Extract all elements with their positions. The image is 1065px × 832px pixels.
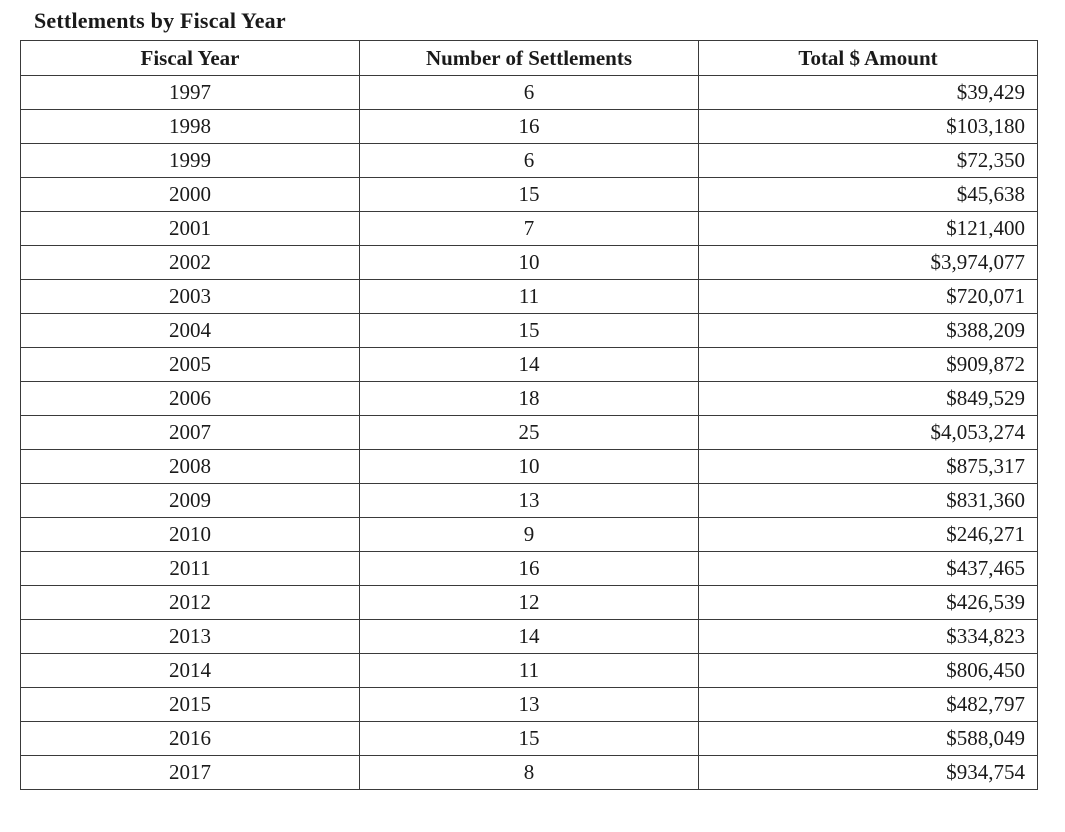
cell-total-amount: $831,360 [699,484,1038,518]
table-row [21,756,1038,790]
table-row [21,314,1038,348]
cell-number-of-settlements: 8 [360,756,699,790]
cell-number-of-settlements: 7 [360,212,699,246]
cell-number-of-settlements: 12 [360,586,699,620]
cell-total-amount: $334,823 [699,620,1038,654]
table-row [21,722,1038,756]
cell-fiscal-year: 2004 [21,314,360,348]
cell-total-amount: $388,209 [699,314,1038,348]
table-row [21,518,1038,552]
header-row [21,41,1038,76]
table-header [21,41,1038,76]
cell-total-amount: $103,180 [699,110,1038,144]
cell-fiscal-year: 2010 [21,518,360,552]
table-body [21,76,1038,790]
cell-fiscal-year: 2002 [21,246,360,280]
table-row [21,212,1038,246]
cell-total-amount: $720,071 [699,280,1038,314]
table-row [21,450,1038,484]
header-total-amount: Total $ Amount [699,41,1038,76]
cell-fiscal-year: 1999 [21,144,360,178]
cell-fiscal-year: 2006 [21,382,360,416]
cell-number-of-settlements: 13 [360,688,699,722]
cell-number-of-settlements: 25 [360,416,699,450]
cell-total-amount: $426,539 [699,586,1038,620]
cell-fiscal-year: 2015 [21,688,360,722]
table-row [21,280,1038,314]
cell-total-amount: $806,450 [699,654,1038,688]
cell-total-amount: $437,465 [699,552,1038,586]
header-fiscal-year: Fiscal Year [21,41,360,76]
cell-fiscal-year: 2005 [21,348,360,382]
table-row [21,620,1038,654]
table-row [21,144,1038,178]
table-row [21,688,1038,722]
cell-fiscal-year: 1997 [21,76,360,110]
cell-total-amount: $45,638 [699,178,1038,212]
cell-fiscal-year: 2014 [21,654,360,688]
cell-total-amount: $875,317 [699,450,1038,484]
cell-number-of-settlements: 16 [360,552,699,586]
cell-number-of-settlements: 11 [360,280,699,314]
settlements-table [20,40,1038,790]
cell-number-of-settlements: 15 [360,178,699,212]
table-row [21,178,1038,212]
cell-number-of-settlements: 10 [360,450,699,484]
table-row [21,110,1038,144]
table-row [21,654,1038,688]
cell-number-of-settlements: 14 [360,620,699,654]
table-row [21,348,1038,382]
cell-fiscal-year: 2000 [21,178,360,212]
cell-number-of-settlements: 15 [360,722,699,756]
cell-total-amount: $3,974,077 [699,246,1038,280]
document-title: Settlements by Fiscal Year [34,8,286,33]
cell-total-amount: $588,049 [699,722,1038,756]
table-row [21,552,1038,586]
table-row [21,586,1038,620]
cell-total-amount: $72,350 [699,144,1038,178]
cell-number-of-settlements: 10 [360,246,699,280]
cell-number-of-settlements: 9 [360,518,699,552]
cell-total-amount: $39,429 [699,76,1038,110]
table-row [21,76,1038,110]
cell-number-of-settlements: 6 [360,76,699,110]
cell-fiscal-year: 1998 [21,110,360,144]
cell-fiscal-year: 2001 [21,212,360,246]
cell-total-amount: $934,754 [699,756,1038,790]
cell-fiscal-year: 2003 [21,280,360,314]
cell-fiscal-year: 2016 [21,722,360,756]
cell-fiscal-year: 2009 [21,484,360,518]
cell-total-amount: $246,271 [699,518,1038,552]
cell-number-of-settlements: 16 [360,110,699,144]
cell-fiscal-year: 2008 [21,450,360,484]
cell-fiscal-year: 2011 [21,552,360,586]
cell-total-amount: $121,400 [699,212,1038,246]
cell-total-amount: $909,872 [699,348,1038,382]
header-number-of-settlements: Number of Settlements [360,41,699,76]
cell-number-of-settlements: 13 [360,484,699,518]
cell-number-of-settlements: 15 [360,314,699,348]
cell-number-of-settlements: 18 [360,382,699,416]
cell-fiscal-year: 2007 [21,416,360,450]
table-row [21,382,1038,416]
cell-total-amount: $482,797 [699,688,1038,722]
table-row [21,484,1038,518]
table-row [21,416,1038,450]
cell-fiscal-year: 2017 [21,756,360,790]
cell-number-of-settlements: 6 [360,144,699,178]
cell-fiscal-year: 2013 [21,620,360,654]
cell-number-of-settlements: 14 [360,348,699,382]
cell-total-amount: $4,053,274 [699,416,1038,450]
cell-number-of-settlements: 11 [360,654,699,688]
cell-total-amount: $849,529 [699,382,1038,416]
cell-fiscal-year: 2012 [21,586,360,620]
table-row [21,246,1038,280]
